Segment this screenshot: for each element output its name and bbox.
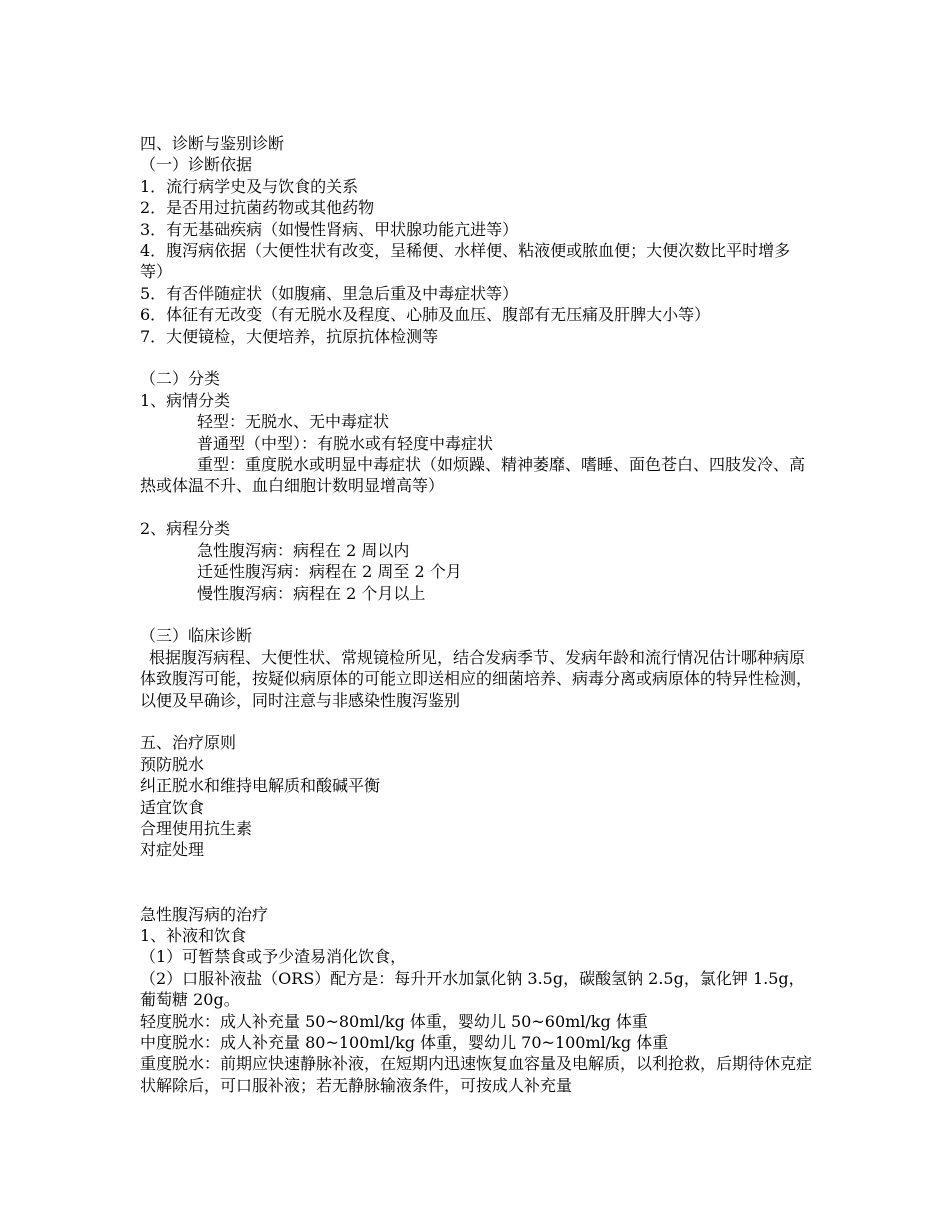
blank-line [140,347,812,368]
course-item: 迁延性腹泻病：病程在 2 周至 2 个月 [197,562,462,582]
subsection-classification-heading: （二）分类 [140,369,221,389]
treatment-principle-item: 预防脱水 [140,754,205,774]
severity-item: 重型：重度脱水或明显中毒症状（如烦躁、精神萎靡、嗜睡、面色苍白、四肢发冷、高热或体温不升、血白细胞计数明显增高等） [140,455,806,496]
diagnostic-basis-item: 7．大便镜检，大便培养，抗原抗体检测等 [140,326,439,346]
acute-treatment-item: （2）口服补液盐（ORS）配方是：每升开水加氯化钠 3.5g，碳酸氢钠 2.5g，氯化钾 1.5g，葡萄糖 20g。 [140,968,805,1010]
diagnostic-basis-item: 2．是否用过抗菌药物或其他药物 [140,198,375,218]
course-classification-heading: 2、病程分类 [140,519,231,539]
course-item: 急性腹泻病：病程在 2 周以内 [197,540,410,560]
section-5-heading: 五、治疗原则 [140,733,237,753]
diagnostic-basis-item: 1．流行病学史及与饮食的关系 [140,176,359,196]
acute-treatment-item: 中度脱水：成人补充量 80~100ml/kg 体重，婴幼儿 70~100ml/kg 体重 [140,1032,669,1052]
document-body [140,133,812,1096]
acute-treatment-heading: 急性腹泻病的治疗 [140,904,269,924]
blank-line [140,861,812,882]
course-item: 慢性腹泻病：病程在 2 个月以上 [197,583,426,603]
section-4-heading: 四、诊断与鉴别诊断 [140,134,285,153]
diagnostic-basis-item: 3．有无基础疾病（如慢性肾病、甲状腺功能亢进等） [140,219,519,239]
blank-line [140,604,812,625]
severity-item: 普通型（中型）：有脱水或有轻度中毒症状 [197,433,494,453]
treatment-principle-item: 对症处理 [140,840,205,860]
clinical-diagnosis-paragraph: 根据腹泻病程、大便性状、常规镜检所见，结合发病季节、发病年龄和流行情况估计哪种病原体致腹泻可能，按疑似病原体的可能立即送相应的细菌培养、病毒分离或病原体的特异性检测，以便及早确诊，同时注意与非感染性腹泻鉴别 [140,647,813,710]
treatment-principle-item: 纠正脱水和维持电解质和酸碱平衡 [140,776,381,796]
treatment-principle-item: 合理使用抗生素 [140,818,253,838]
blank-line [140,497,812,518]
severity-classification-heading: 1、病情分类 [140,390,231,410]
blank-line [140,711,812,732]
treatment-principle-item: 适宜饮食 [140,797,205,817]
subsection-diagnostic-basis-heading: （一）诊断依据 [140,155,253,175]
diagnostic-basis-item: 6．体征有无改变（有无脱水及程度、心肺及血压、腹部有无压痛及肝脾大小等） [140,305,711,325]
subsection-clinical-diagnosis-heading: （三）临床诊断 [140,626,253,646]
acute-treatment-item: 重度脱水：前期应快速静脉补液，在短期内迅速恢复血容量及电解质，以利抢救，后期待休克症状解除后，可口服补液；若无静脉输液条件，可按成人补充量 [140,1054,813,1095]
acute-treatment-item: （1）可暂禁食或予少渣易消化饮食， [140,947,407,967]
fluid-and-diet-heading: 1、补液和饮食 [140,925,247,945]
diagnostic-basis-item: 4．腹泻病依据（大便性状有改变，呈稀便、水样便、粘液便或脓血便；大便次数比平时增多等） [140,241,791,282]
severity-item: 轻型：无脱水、无中毒症状 [197,412,390,432]
blank-line [140,882,812,903]
diagnostic-basis-item: 5．有否伴随症状（如腹痛、里急后重及中毒症状等） [140,283,519,303]
acute-treatment-item: 轻度脱水：成人补充量 50~80ml/kg 体重，婴幼儿 50~60ml/kg 体重 [140,1011,648,1031]
